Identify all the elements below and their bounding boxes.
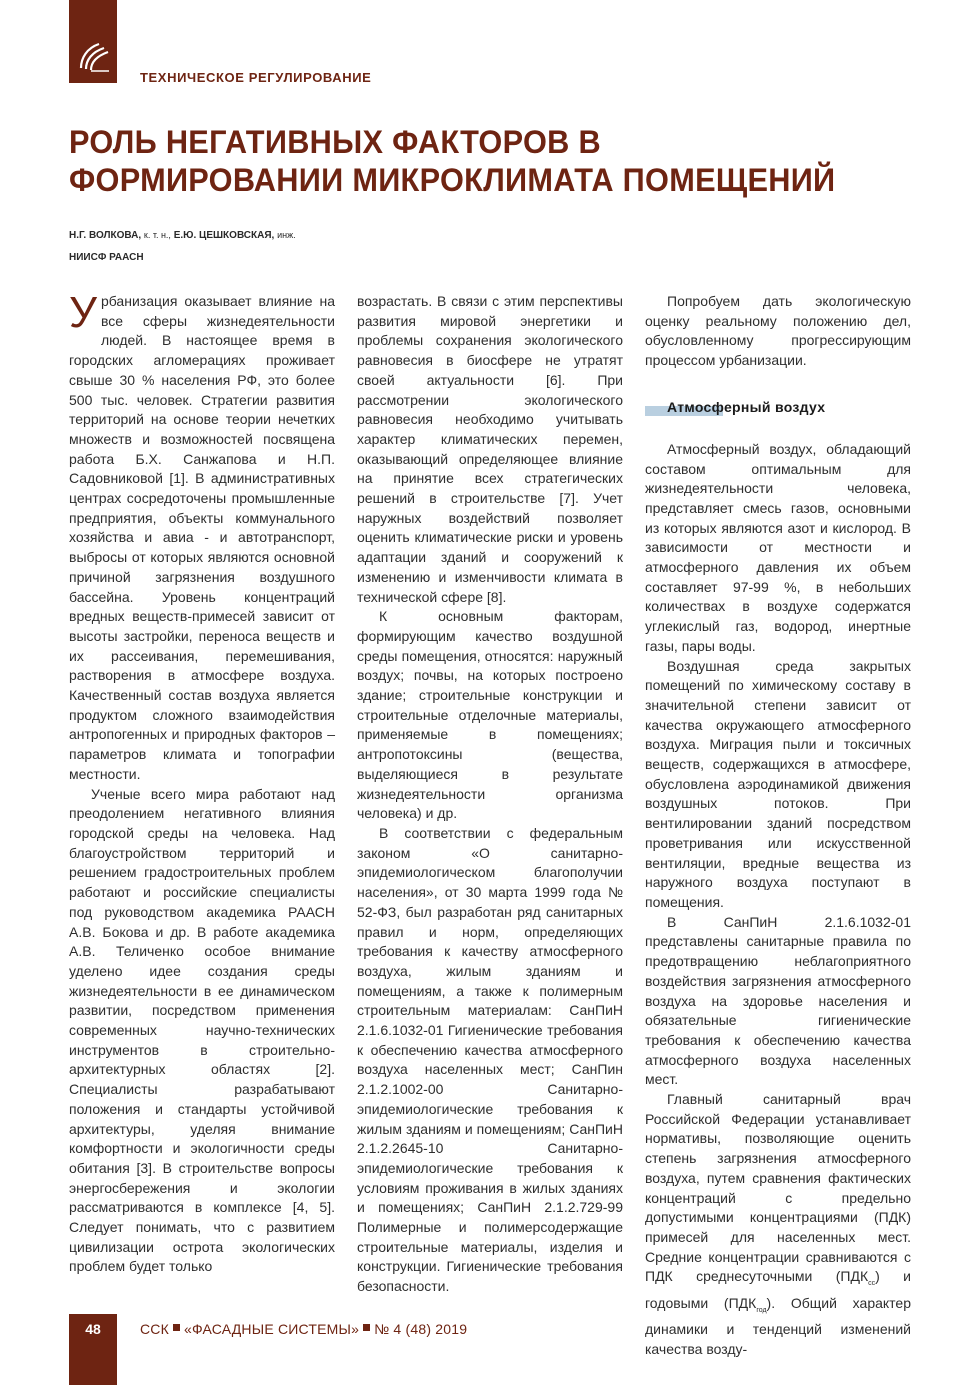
square-bullet-icon [363, 1324, 370, 1331]
paragraph: Воздушная среда закрытых помещений по химическому составу в значительной степени зависит от качества окружающего атмосферного воздуха. Миграция пыли и токсичных веществ, содержащихся в атмосфере, обусловлена аэродинамикой движения воздушных потоков. При вентилировании зданий посредством проветривания или искусственной вентиляции, вредные вещества из наружного воздуха поступают в помещения. [645, 657, 911, 910]
paragraph: В СанПиН 2.1.6.1032-01 представлены санитарные правила по предотвращению неблагоприятного воздействия загрязнения атмосферного воздуха на здоровье населения и обязательные гигиенические требования к обеспечению качества атмосферного воздуха населенных мест. [645, 913, 911, 1088]
paragraph: Атмосферный воздух, обладающий составом оптимальным для жизнедеятельности человека, представляет смесь газов, основными из которых являются азот и кислород. В зависимости от местности и атмосферного давления их объем составляет 97-99 %, в небольших количествах в воздухе содержатся углекислый газ, водород, инертные газы, пары воды. [645, 440, 911, 654]
authors-block [69, 224, 296, 269]
footer-publisher: ССК [140, 1321, 169, 1337]
author-2-degree: инж. [277, 230, 296, 240]
text-column-3 [645, 292, 911, 1360]
title-line-2: ФОРМИРОВАНИИ МИКРОКЛИМАТА ПОМЕЩЕНИЙ [69, 162, 836, 198]
paragraph: Урбанизация оказывает влияние на все сферы жизнедеятельности людей. В настоящее время в городских агломерациях проживает свыше 30 % населения РФ, это более 500 тыс. человек. Стратегии развития территорий на основе теории нечетких множеств и возможностей посвящена работа Б.Х. Санжапова и Н.П. Садовниковой [1]. В административных центрах сосредоточены промышленные предприятия, объекты коммунального хозяйства и авиа - и автотранспорт, выбросы от которых являются основной причиной загрязнения воздушного бассейна. Уровень концентраций вредных веществ-примесей зависит от высоты застройки, переноса веществ и их рассеивания, перемешивания, растворения в атмосфере воздуха. Качественный состав воздуха является продуктом сложного взаимодействия антропогенных и природных факторов – параметров климата и топографии местности. [69, 288, 335, 782]
subheading [645, 398, 911, 420]
footer-magazine: «ФАСАДНЫЕ СИСТЕМЫ» [183, 1321, 360, 1337]
header-brand-bar [69, 0, 117, 83]
paragraph: К основным факторам, формирующим качество воздушной среды помещения, относятся: наружный воздух; почвы, на которых построено здание; строительные конструкции и строительные отделочные материалы, применяемые в помещениях; антропотоксины (вещества, выделяющиеся в результате жизнедеятельности организма человека) и др. [357, 608, 623, 822]
subheading-text: Атмосферный воздух [667, 398, 826, 415]
section-label: ТЕХНИЧЕСКОЕ РЕГУЛИРОВАНИЕ [140, 70, 372, 85]
footer-publication [140, 1321, 467, 1337]
footer-brand-bar [69, 1314, 117, 1385]
article-title [69, 123, 835, 199]
square-bullet-icon [173, 1324, 180, 1331]
paragraph: возрастать. В связи с этим перспективы развития мировой энергетики и проблемы сохранения экологического равновесия в биосфере не утратят своей актуальности [6]. При рассмотрении экологического равновесия необходимо учитывать характер климатических перемен, оказывающий определяющее влияние на принятие всех стратегических решений в строительстве [7]. Учет наружных воздействий позволяет оценить климатические риски и уровень адаптации зданий и сооружений к изменению и изменчивости климата в технической сфере [8]. [357, 293, 623, 605]
affiliation: НИИСФ РААСН [69, 252, 144, 263]
author-line [69, 224, 296, 247]
author-2: Е.Ю. ЦЕШКОВСКАЯ, [173, 230, 275, 241]
title-line-1: РОЛЬ НЕГАТИВНЫХ ФАКТОРОВ В [69, 124, 601, 160]
paragraph: Попробуем дать экологическую оценку реальному положению дел, обусловленному прогрессирующим процессом урбанизации. [645, 293, 911, 369]
magazine-logo-icon [75, 38, 111, 74]
text-column-2 [357, 292, 623, 1297]
drop-cap: У [69, 288, 97, 337]
author-1-degree: к. т. н., [143, 230, 171, 240]
page-number: 48 [85, 1321, 101, 1337]
paragraph: Ученые всего мира работают над преодолением негативного влияния городской среды на человека. Над благоустройством территорий и решением градостроительных проблем работают и российские специалисты под руководством академика РААСН А.В. Бокова и др. В работе академика А.В. Теличенко особое внимание уделено идее создания среды жизнедеятельности в ее динамическом развитии, посредством применения современных научно-технических инструментов в строительно-архитектурных областях [2]. Специалисты разрабатывают положения и стандарты устойчивой архитектуры, уделяя внимание комфортности и экологичности среды обитания [3]. В строительстве вопросы энергосбережения и экологии рассматриваются в комплексе [4, 5]. Следует понимать, что с развитием цивилизации острота экологических проблем будет только [69, 785, 335, 1275]
paragraph: Главный санитарный врач Российской Федерации устанавливает нормативы, позволяющие оценить степень загрязнения атмосферного воздуха, путем сравнения фактических концентраций с предельно допустимыми концентрациями (ПДК) примесей для населенных мест. Средние концентрации сравниваются с ПДК среднесуточными $(ПДК_{сс})$ и годовыми $(ПДК_{год})$. Общий характер динамики и тенденций изменений качества возду- [645, 1091, 912, 1358]
author-1: Н.Г. ВОЛКОВА, [69, 230, 142, 241]
paragraph: В соответствии с федеральным законом «О санитарно-эпидемиологическом благополучии населения», от 30 марта 1999 года № 52-ФЗ, был разработан ряд санитарных правил и норм, определяющих требования к качеству атмосферного воздуха, жилым зданиям и помещениям, а также к полимерным строительным материалам: СанПиН 2.1.6.1032-01 Гигиенические требования к обеспечению качества атмосферного воздуха населенных мест; СанПин 2.1.2.1002-00 Санитарно-эпидемиологические требования к жилым зданиям и помещениям; СанПиН 2.1.2.2645-10 Санитарно-эпидемиологические требования к условиям проживания в жилых зданиях и помещениях; СанПиН 2.1.2.729-99 Полимерные и полимерсодержащие строительные материалы, изделия и конструкции. Гигиенические требования безопасности. [357, 824, 623, 1295]
text-column-1 [69, 288, 335, 1277]
footer-issue: № 4 (48) 2019 [374, 1321, 468, 1337]
